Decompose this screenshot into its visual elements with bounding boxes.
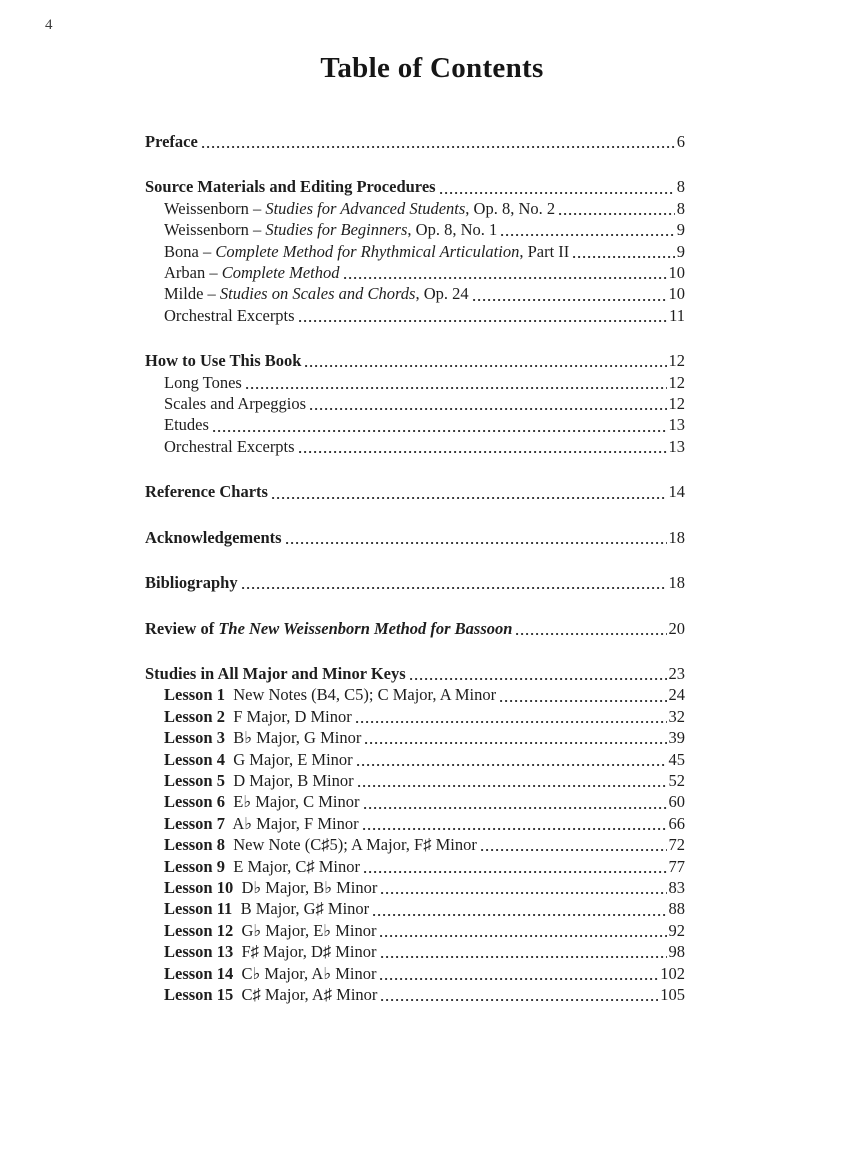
toc-entry-page-number: 10: [668, 284, 685, 304]
dot-leader: [481, 849, 667, 851]
toc-entry-title: [145, 481, 268, 502]
toc-entry-title-part: Studies for Advanced Students: [265, 198, 466, 218]
toc-entry-title-part: F♯ Major, D♯ Minor: [233, 942, 377, 962]
toc-entry-page-number: 13: [668, 415, 685, 435]
toc-entry-title: [164, 241, 569, 262]
toc-entry-page-number: 32: [668, 706, 685, 726]
dot-leader: [310, 408, 666, 410]
toc-entry-title-part: Orchestral Excerpts: [164, 305, 295, 325]
toc-entry-title-part: Lesson 4: [164, 749, 225, 769]
toc-entry-title-part: How to Use This Book: [145, 351, 302, 371]
toc-entry-title-part: Lesson 1: [164, 685, 225, 705]
toc-entry-title-part: Lesson 6: [164, 792, 225, 812]
toc-entry-title: [164, 305, 295, 326]
dot-leader: [381, 999, 658, 1001]
toc-entry-title: [164, 770, 354, 791]
toc-entry-title-part: Lesson 11: [164, 899, 233, 919]
toc-entry: [145, 984, 685, 1005]
toc-entry-page-number: 83: [668, 877, 685, 897]
toc-entry: [145, 791, 685, 812]
toc-entry: [145, 856, 685, 877]
toc-entry: [145, 131, 685, 152]
dot-leader: [286, 542, 667, 544]
toc-entry-page-number: 88: [668, 899, 685, 919]
toc-entry-title: [164, 749, 353, 770]
toc-entry-title: [164, 856, 360, 877]
toc-entry-page-number: 9: [676, 241, 685, 261]
toc-entry-title-part: Lesson 7: [164, 813, 225, 833]
dot-leader: [299, 451, 667, 453]
toc-entry-title-part: Lesson 15: [164, 985, 234, 1004]
dot-leader: [373, 914, 666, 916]
toc-entry-page-number: 13: [668, 436, 685, 456]
dot-leader: [363, 828, 667, 830]
toc-entry-title-part: New Note (C♯5); A Major, F♯ Minor: [224, 835, 477, 855]
toc-entry-title: [164, 372, 242, 393]
dot-leader: [242, 587, 667, 589]
dot-leader: [381, 892, 666, 894]
toc-entry: [145, 572, 685, 593]
toc-entry: [145, 877, 685, 898]
toc-entry: [145, 920, 685, 941]
dot-leader: [473, 299, 667, 301]
toc-entry-title: [164, 941, 377, 962]
toc-entry-title-part: Lesson 3: [164, 728, 225, 748]
toc-entry-page-number: 102: [660, 963, 685, 983]
toc-entry-title: [145, 131, 198, 152]
toc-entry-title: [164, 920, 376, 941]
toc-entry-title: [164, 791, 360, 812]
toc-entry-title-part: G♭ Major, E♭ Minor: [233, 920, 377, 940]
toc-entry-title-part: Complete Method: [221, 263, 340, 283]
toc-entry: [145, 350, 685, 371]
dot-leader: [410, 678, 667, 680]
toc-entry-title-part: A♭ Major, F Minor: [224, 813, 359, 833]
dot-leader: [365, 742, 666, 744]
toc-entry-page-number: 6: [676, 132, 685, 151]
dot-leader: [358, 785, 667, 787]
toc-entry-title-part: E♭ Major, C Minor: [224, 792, 360, 812]
toc-entry-title-part: Weissenborn –: [164, 220, 266, 240]
toc-entry-title-part: Review of: [145, 618, 219, 638]
toc-entry-page-number: 8: [676, 177, 685, 197]
toc-entry-title-part: Arban –: [164, 263, 222, 283]
toc-entry-title-part: , Op. 8, No. 1: [407, 220, 498, 240]
toc-entry-title-part: D♭ Major, B♭ Minor: [233, 877, 378, 897]
toc-entry-title: [164, 684, 496, 705]
toc-entry-title-part: Studies in All Major and Minor Keys: [145, 663, 406, 683]
dot-leader: [356, 721, 667, 723]
toc-entry-title: [164, 834, 477, 855]
toc-entry-page-number: 9: [676, 220, 685, 240]
toc-entry-title-part: , Op. 8, No. 2: [465, 198, 556, 218]
toc-entry-page-number: 10: [668, 263, 685, 283]
toc-entry-title-part: Weissenborn –: [164, 198, 266, 218]
toc-entry-title: [164, 436, 295, 457]
toc-entry-title-part: Lesson 10: [164, 877, 234, 897]
toc-entry-title-part: Studies for Beginners: [265, 220, 408, 240]
toc-entry-page-number: 18: [668, 573, 685, 593]
toc-entry-title-part: F Major, D Minor: [224, 706, 352, 726]
toc-entry: [145, 727, 685, 748]
toc-entry: [145, 262, 685, 283]
toc-entry-title-part: G Major, E Minor: [224, 749, 353, 769]
toc-entry-title-part: B Major, G♯ Minor: [232, 899, 370, 919]
toc-entry: [145, 176, 685, 197]
toc-entry-title-part: Reference Charts: [145, 482, 268, 502]
toc-entry-page-number: 105: [660, 985, 685, 1004]
toc-entry-title: [145, 350, 301, 371]
toc-entry-page-number: 98: [668, 942, 685, 962]
dot-leader: [272, 497, 667, 499]
toc-entry-title-part: Studies on Scales and Chords: [219, 284, 416, 304]
toc-entry-title: [164, 283, 469, 304]
toc-entry: [145, 241, 685, 262]
toc-entry-title: [164, 706, 352, 727]
toc-entry-page-number: 20: [668, 618, 685, 638]
toc-entry-title-part: C♭ Major, A♭ Minor: [233, 963, 377, 983]
toc-entry-title: [164, 198, 555, 219]
toc-entry: [145, 527, 685, 548]
toc-entry-title-part: Lesson 8: [164, 835, 225, 855]
toc-entry-page-number: 12: [668, 394, 685, 414]
dot-leader: [573, 256, 674, 258]
toc-entry-title-part: Scales and Arpeggios: [164, 394, 307, 414]
toc-entry-page-number: 11: [669, 305, 685, 325]
dot-leader: [305, 365, 666, 367]
toc-entry: [145, 834, 685, 855]
dot-leader: [299, 320, 668, 322]
toc-entry: [145, 198, 685, 219]
dot-leader: [501, 234, 675, 236]
dot-leader: [516, 633, 666, 635]
toc-entry-title-part: Preface: [145, 132, 198, 151]
toc-entry-title: [164, 877, 377, 898]
dot-leader: [364, 871, 667, 873]
toc-entry-title-part: Lesson 2: [164, 706, 225, 726]
toc-entry-title: [145, 663, 406, 684]
toc-entry: [145, 219, 685, 240]
dot-leader: [440, 192, 675, 194]
toc-entry-title: [145, 572, 238, 593]
toc-entry: [145, 898, 685, 919]
toc-entry: [145, 618, 685, 639]
toc-entry-title-part: Lesson 5: [164, 770, 225, 790]
dot-leader: [246, 387, 667, 389]
toc-entry-title: [164, 219, 497, 240]
toc-entry-page-number: 14: [668, 482, 685, 502]
toc-entry-title: [164, 813, 359, 834]
toc-entry-title-part: Source Materials and Editing Procedures: [145, 177, 436, 197]
toc-entry-page-number: 39: [668, 728, 685, 748]
dot-leader: [559, 213, 675, 215]
toc-entry-title-part: , Part II: [519, 241, 570, 261]
toc-entry: [145, 393, 685, 414]
toc-entry: [145, 414, 685, 435]
toc-entry-title: [145, 618, 512, 639]
toc-entry-title: [164, 963, 376, 984]
toc-entry-title-part: D Major, B Minor: [224, 770, 354, 790]
toc-entry-page-number: 24: [668, 685, 685, 705]
dot-leader: [344, 277, 667, 279]
toc-entry-title-part: The New Weissenborn Method for Bassoon: [218, 618, 513, 638]
dot-leader: [381, 956, 667, 958]
toc-entry-page-number: 60: [668, 792, 685, 812]
toc-entry: [145, 941, 685, 962]
toc-entry-page-number: 92: [668, 920, 685, 940]
toc-entry-title-part: Lesson 12: [164, 920, 234, 940]
toc-entry-title: [145, 527, 282, 548]
dot-leader: [202, 146, 675, 148]
toc-entry: [145, 770, 685, 791]
toc-entry: [145, 706, 685, 727]
toc-entry: [145, 963, 685, 984]
toc-entry-title-part: Milde –: [164, 284, 220, 304]
toc-entry-title-part: Etudes: [164, 415, 209, 435]
toc-entry: [145, 749, 685, 770]
toc-entry-page-number: 23: [668, 663, 685, 683]
toc-entry-page-number: 52: [668, 770, 685, 790]
toc-entry-title-part: C♯ Major, A♯ Minor: [233, 985, 378, 1004]
toc-entry: [145, 372, 685, 393]
toc-entry: [145, 663, 685, 684]
toc-entry-title-part: B♭ Major, G Minor: [224, 728, 362, 748]
toc-entry-title: [164, 727, 361, 748]
dot-leader: [213, 430, 667, 432]
toc-entry-title-part: New Notes (B4, C5); C Major, A Minor: [224, 685, 497, 705]
dot-leader: [380, 978, 658, 980]
page-title: Table of Contents: [320, 52, 544, 84]
toc-entry-title: [145, 176, 436, 197]
toc-list: [145, 131, 685, 1005]
toc-entry-title-part: , Op. 24: [415, 284, 469, 304]
toc-entry-page-number: 12: [668, 372, 685, 392]
toc-entry-page-number: 8: [676, 198, 685, 218]
toc-entry: [145, 436, 685, 457]
toc-entry-title-part: Lesson 13: [164, 942, 234, 962]
toc-entry-page-number: 45: [668, 749, 685, 769]
toc-entry-page-number: 18: [668, 527, 685, 547]
toc-entry-title-part: Complete Method for Rhythmical Articulation: [215, 241, 520, 261]
toc-entry: [145, 684, 685, 705]
toc-entry-title-part: E Major, C♯ Minor: [224, 856, 360, 876]
page-number: 4: [45, 17, 53, 33]
toc-entry: [145, 481, 685, 502]
toc-entry-title-part: Acknowledgements: [145, 527, 282, 547]
toc-entry-page-number: 66: [668, 813, 685, 833]
toc-entry-title-part: Long Tones: [164, 372, 242, 392]
dot-leader: [364, 807, 667, 809]
toc-entry-title-part: Bibliography: [145, 573, 238, 593]
toc-entry-title: [164, 393, 306, 414]
toc-entry: [145, 813, 685, 834]
toc-entry-title: [164, 414, 209, 435]
toc-entry-page-number: 77: [668, 856, 685, 876]
toc-entry-title-part: Lesson 9: [164, 856, 225, 876]
toc-entry: [145, 305, 685, 326]
toc-entry-page-number: 72: [668, 835, 685, 855]
toc-entry-title-part: Orchestral Excerpts: [164, 436, 295, 456]
toc-entry-title: [164, 898, 369, 919]
dot-leader: [357, 764, 667, 766]
toc-entry-title-part: Lesson 14: [164, 963, 234, 983]
toc-entry-title: [164, 984, 377, 1005]
toc-entry-page-number: 12: [668, 351, 685, 371]
dot-leader: [500, 700, 666, 702]
toc-entry-title: [164, 262, 340, 283]
toc-entry: [145, 283, 685, 304]
dot-leader: [380, 935, 666, 937]
toc-entry-title-part: Bona –: [164, 241, 216, 261]
